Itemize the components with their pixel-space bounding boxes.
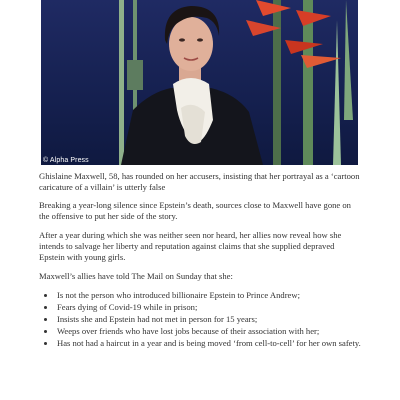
eye (197, 38, 203, 41)
face (169, 17, 213, 71)
bullet-item: Weeps over friends who have lost jobs because of their association with her; (57, 326, 361, 337)
paragraph: Breaking a year-long silence since Epstein’s death, sources close to Maxwell have gone on the offensive to put her side of the story. (39, 200, 351, 221)
plant-vase (127, 60, 143, 90)
bullet-item: Is not the person who introduced billionaire Epstein to Prince Andrew; (57, 290, 361, 301)
photo-illustration (41, 0, 358, 165)
plant-stem (273, 0, 281, 165)
bullet-list (39, 290, 361, 349)
plant-stem (119, 0, 124, 165)
paragraph: Maxwell’s allies have told The Mail on Sunday that she: (39, 271, 233, 281)
flower-petal (296, 10, 331, 26)
article-body (39, 171, 361, 350)
eye (179, 38, 185, 41)
plant-leaf (344, 0, 353, 120)
bullet-item: Fears dying of Covid-19 while in prison; (57, 302, 361, 313)
paragraph: After a year during which she was neither seen nor heard, her allies now reveal how she intends to salvage her liberty and reputation against claims that she supplied depraved Epstein with young girls. (39, 230, 342, 262)
photo-caption: Ghislaine Maxwell, 58, has rounded on her accusers, insisting that her portrayal as a ‘cartoon caricature of a villain’ is utterly false (39, 171, 360, 192)
flower-petal (301, 55, 341, 68)
photo-credit: © Alpha Press (43, 157, 89, 164)
plant-leaf (333, 20, 341, 165)
bullet-item: Has not had a haircut in a year and is being moved ‘from cell-to-cell’ for her own safety. (57, 338, 361, 348)
bullet-item: Insists she and Epstein had not met in person for 15 years; (57, 314, 361, 325)
article-photo (41, 0, 358, 165)
